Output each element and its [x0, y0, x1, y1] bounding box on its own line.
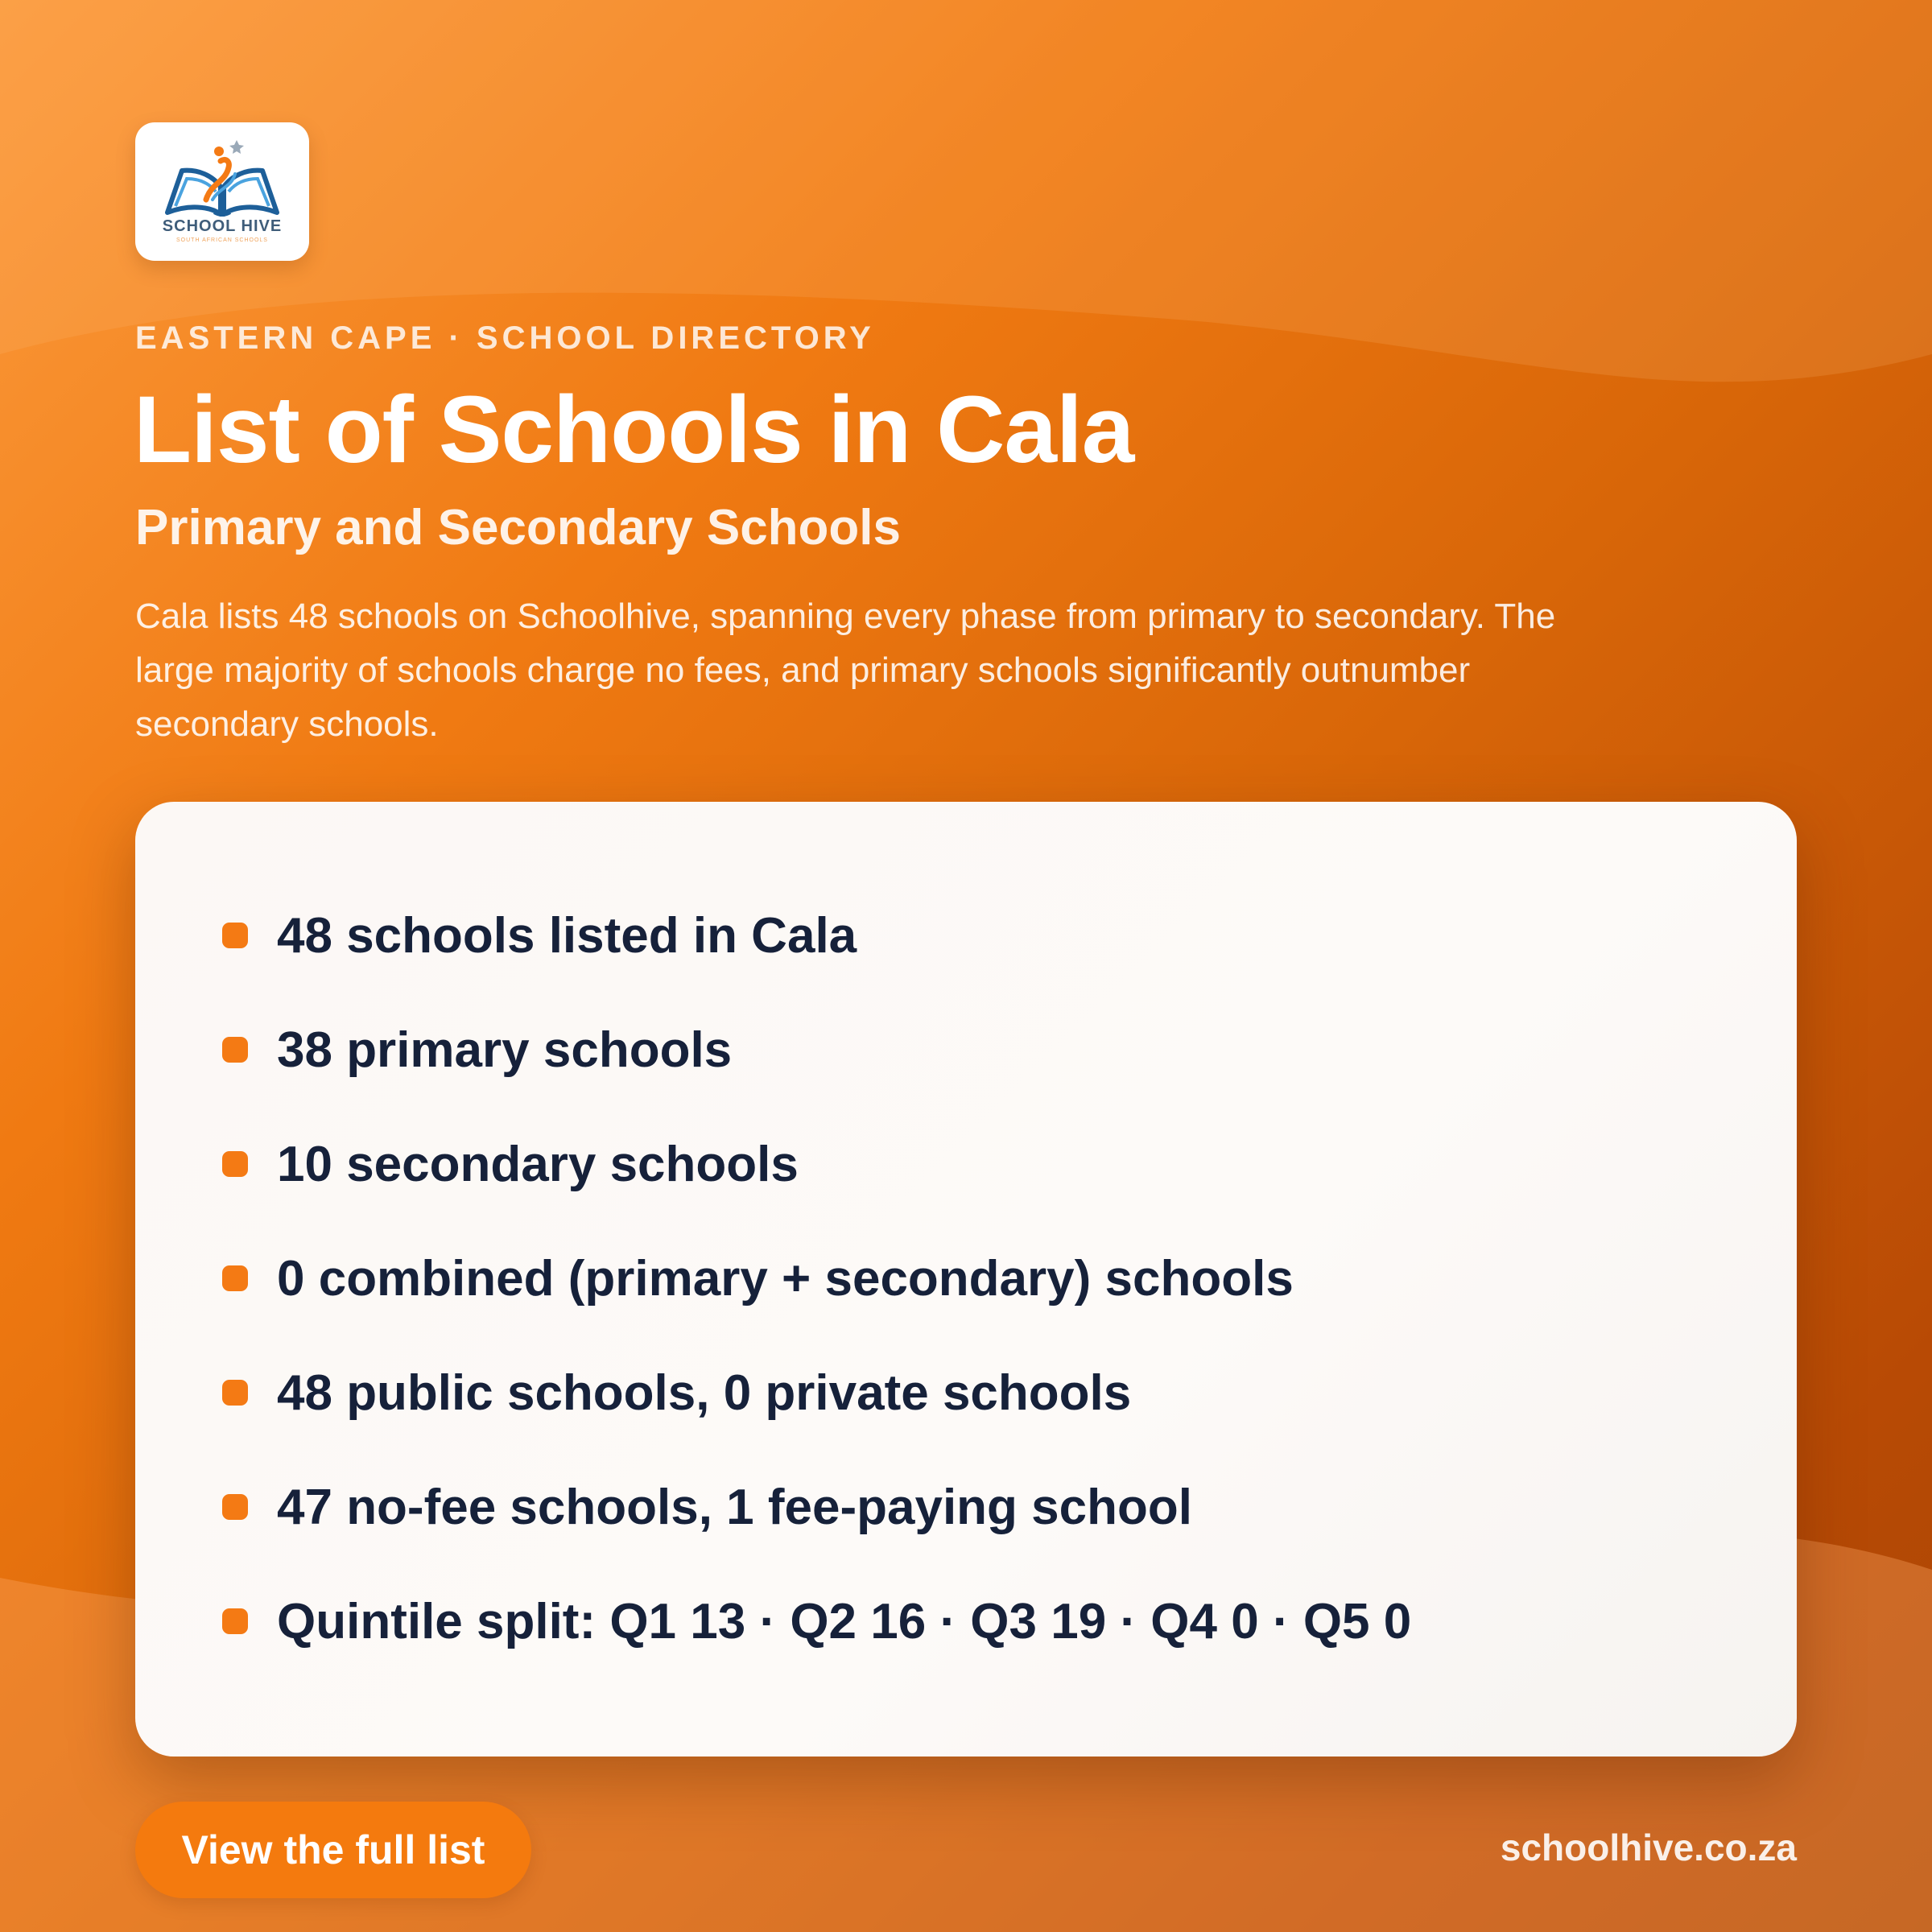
- school-hive-logo: [135, 122, 309, 261]
- logo-tagline-text: SOUTH AFRICAN SCHOOLS: [176, 237, 268, 243]
- stat-text: 38 primary schools: [277, 1022, 733, 1078]
- stats-card: [135, 802, 1797, 1757]
- view-full-list-button[interactable]: View the full list: [135, 1802, 531, 1898]
- stat-text: 0 combined (primary + secondary) schools: [277, 1250, 1294, 1307]
- stat-text: Quintile split: Q1 13 · Q2 16 · Q3 19 · Q4 0 · Q5 0: [277, 1593, 1412, 1649]
- stat-item: [222, 1018, 1752, 1082]
- stat-item: [222, 1589, 1752, 1653]
- stat-item: [222, 1475, 1752, 1539]
- stat-text: 48 schools listed in Cala: [277, 907, 857, 964]
- bullet-icon: [222, 1494, 248, 1520]
- page-title: List of Schools in Cala: [134, 377, 1134, 483]
- page-subtitle: Primary and Secondary Schools: [135, 500, 902, 555]
- eyebrow-label: EASTERN CAPE · SCHOOL DIRECTORY: [135, 320, 875, 356]
- stat-text: 47 no-fee schools, 1 fee-paying school: [277, 1479, 1192, 1535]
- stat-text: 48 public schools, 0 private schools: [277, 1364, 1132, 1421]
- stat-item: [222, 1246, 1752, 1311]
- bullet-icon: [222, 1608, 248, 1634]
- stat-item: [222, 903, 1752, 968]
- bullet-icon: [222, 923, 248, 948]
- stat-item: [222, 1132, 1752, 1196]
- bullet-icon: [222, 1265, 248, 1291]
- logo-name-text: SCHOOL HIVE: [162, 217, 283, 235]
- stat-item: [222, 1360, 1752, 1425]
- bullet-icon: [222, 1151, 248, 1177]
- bullet-icon: [222, 1380, 248, 1406]
- stat-text: 10 secondary schools: [277, 1136, 799, 1192]
- site-url-link[interactable]: schoolhive.co.za: [1500, 1827, 1797, 1868]
- bullet-icon: [222, 1037, 248, 1063]
- page-description: Cala lists 48 schools on Schoolhive, spanning every phase from primary to secondary. The large majority of schools charge no fees, and primary schools significantly outnumber secondary schools.: [135, 597, 1556, 744]
